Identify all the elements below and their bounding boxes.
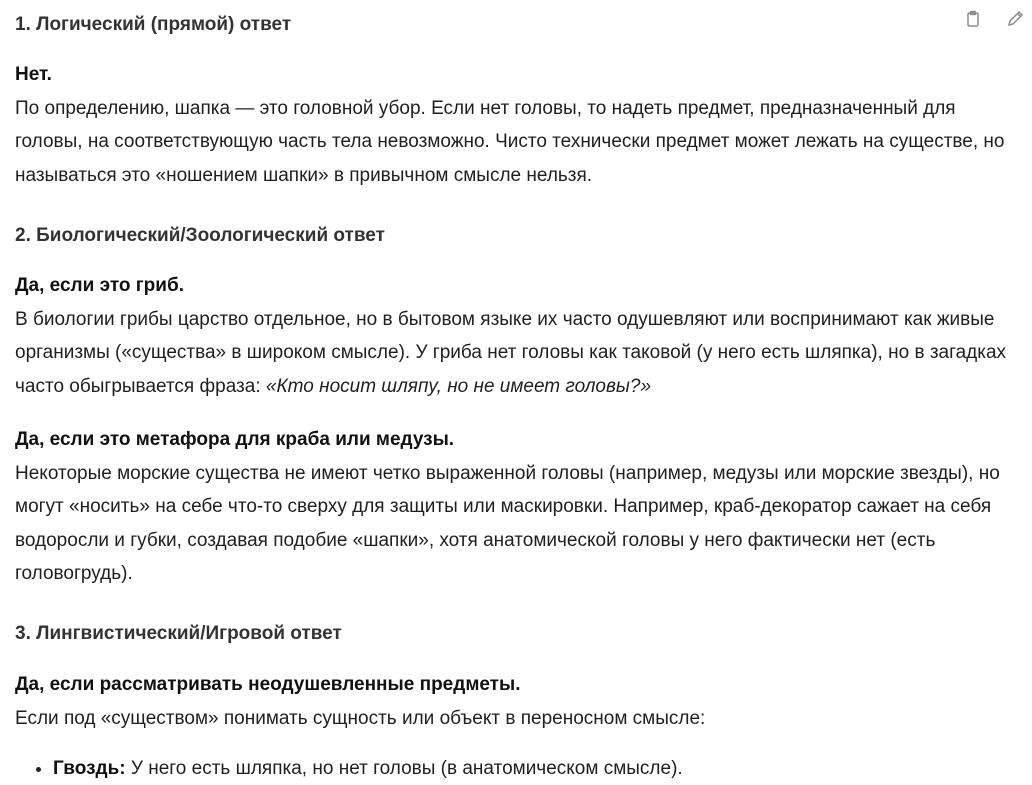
copy-button[interactable] [960,6,986,32]
answer-text: По определению, шапка — это головной убор. Если нет головы, то надеть предмет, предназначенный для головы, на соответствующую часть тела невозможно. Чисто технически предмет может лежать на существе, но называться это «ношением шапки» в привычном смысле нельзя. [15,97,1005,186]
message-toolbar [960,6,1028,32]
section-logical-body [15,58,1025,192]
section-biological-crab [15,423,1025,591]
list-item-desc: У него есть шляпка, но нет головы (в анатомическом смысле). [125,758,683,779]
section-heading-linguistic: 3. Лингвистический/Игровой ответ [15,623,342,644]
section-linguistic-body [15,668,1025,735]
answer-text-body: В биологии грибы царство отдельное, но в бытовом языке их часто одушевляют или воспринимают как живые организмы («существа» в широком смысле). У гриба нет головы как таковой (у него есть шляпка), но в загадках часто обыгрывается фраза: [15,308,1007,397]
answer-lead: Да, если это гриб. [15,275,184,296]
edit-button[interactable] [1002,6,1028,32]
riddle-quote: «Кто носит шляпу, но не имеет головы?» [265,375,652,397]
list-item [53,752,683,785]
examples-list [15,752,683,785]
answer-text: Если под «существом» понимать сущность или объект в переносном смысле: [15,707,706,729]
answer-lead: Нет. [15,64,52,85]
answer-lead: Да, если это метафора для краба или медузы. [15,429,455,450]
answer-text [15,303,1025,404]
clipboard-icon [964,10,982,28]
answer-lead: Да, если рассматривать неодушевленные предметы. [15,674,521,695]
pencil-icon [1006,10,1024,28]
section-biological-mushroom [15,269,1025,403]
answer-text: Некоторые морские существа не имеют четко выраженной головы (например, медузы или морские звезды), но могут «носить» на себе что-то сверху для защиты или маскировки. Например, краб-декоратор сажает на себя водоросли и губки, создавая подобие «шапки», хотя анатомической головы у него фактически нет (есть головогрудь). [15,462,1000,584]
list-item-term: Гвоздь: [53,758,126,779]
section-heading-biological: 2. Биологический/Зоологический ответ [15,225,385,246]
section-heading-logical: 1. Логический (прямой) ответ [15,14,292,35]
